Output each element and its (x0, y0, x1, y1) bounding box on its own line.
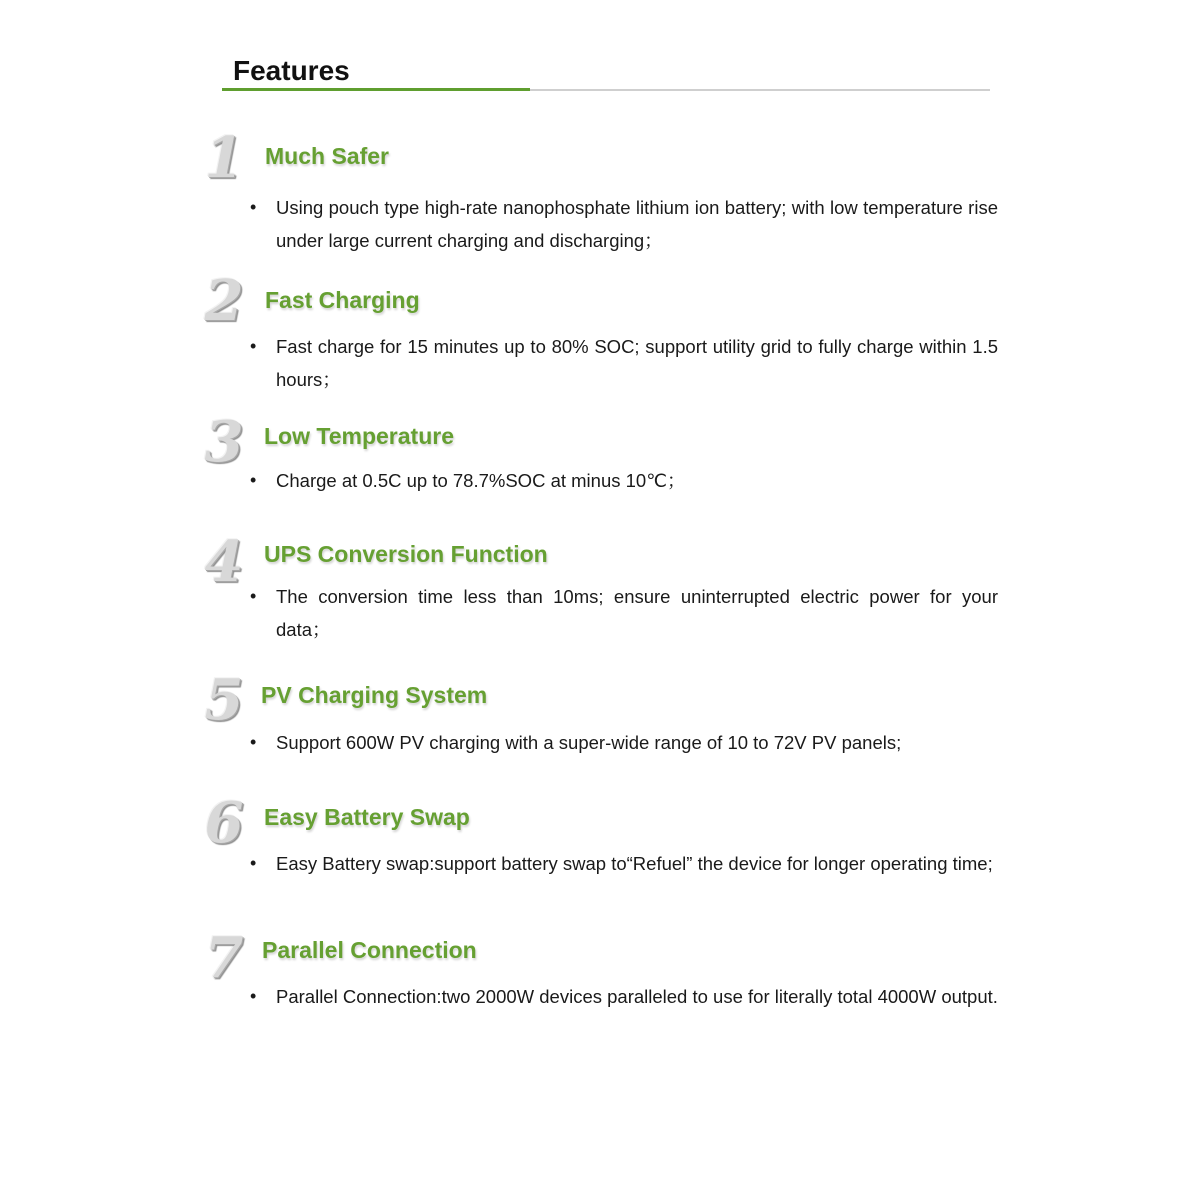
bullet-icon: • (250, 197, 257, 217)
bullet-icon: • (250, 586, 257, 606)
page-title: Features (233, 55, 350, 86)
bullet-icon: • (250, 732, 257, 752)
feature-description: Charge at 0.5C up to 78.7%SOC at minus 10℃； (276, 470, 686, 491)
feature-number-5: 5 (204, 667, 244, 733)
feature-number-6: 6 (204, 790, 244, 856)
feature-number-1: 1 (204, 125, 244, 191)
feature-number-3: 3 (204, 409, 244, 475)
feature-number-7: 7 (204, 925, 244, 991)
feature-number-4: 4 (204, 529, 244, 595)
bullet-icon: • (250, 470, 257, 490)
title-underline-green (222, 88, 530, 91)
feature-heading: UPS Conversion Function (264, 541, 548, 567)
bullet-icon: • (250, 853, 257, 873)
feature-heading: Fast Charging (265, 287, 420, 313)
feature-description: Parallel Connection:two 2000W devices paralleled to use for literally total 4000W output. (276, 986, 998, 1007)
feature-description: Easy Battery swap:support battery swap to“Refuel” the device for longer operating time; (276, 853, 993, 874)
feature-description: The conversion time less than 10ms; ensure uninterrupted electric power for your data； (276, 586, 998, 640)
feature-heading: Low Temperature (264, 423, 454, 449)
feature-heading: Parallel Connection (262, 937, 477, 963)
feature-heading: Easy Battery Swap (264, 804, 470, 830)
feature-description: Support 600W PV charging with a super-wide range of 10 to 72V PV panels; (276, 732, 902, 753)
feature-description: Using pouch type high-rate nanophosphate lithium ion battery; with low temperature rise under large current charging and discharging； (276, 197, 998, 251)
feature-heading: Much Safer (265, 143, 389, 169)
bullet-icon: • (250, 336, 257, 356)
bullet-icon: • (250, 986, 257, 1006)
feature-description: Fast charge for 15 minutes up to 80% SOC; support utility grid to fully charge within 1.5 hours； (276, 336, 998, 390)
feature-heading: PV Charging System (261, 682, 488, 708)
feature-number-2: 2 (204, 268, 244, 334)
